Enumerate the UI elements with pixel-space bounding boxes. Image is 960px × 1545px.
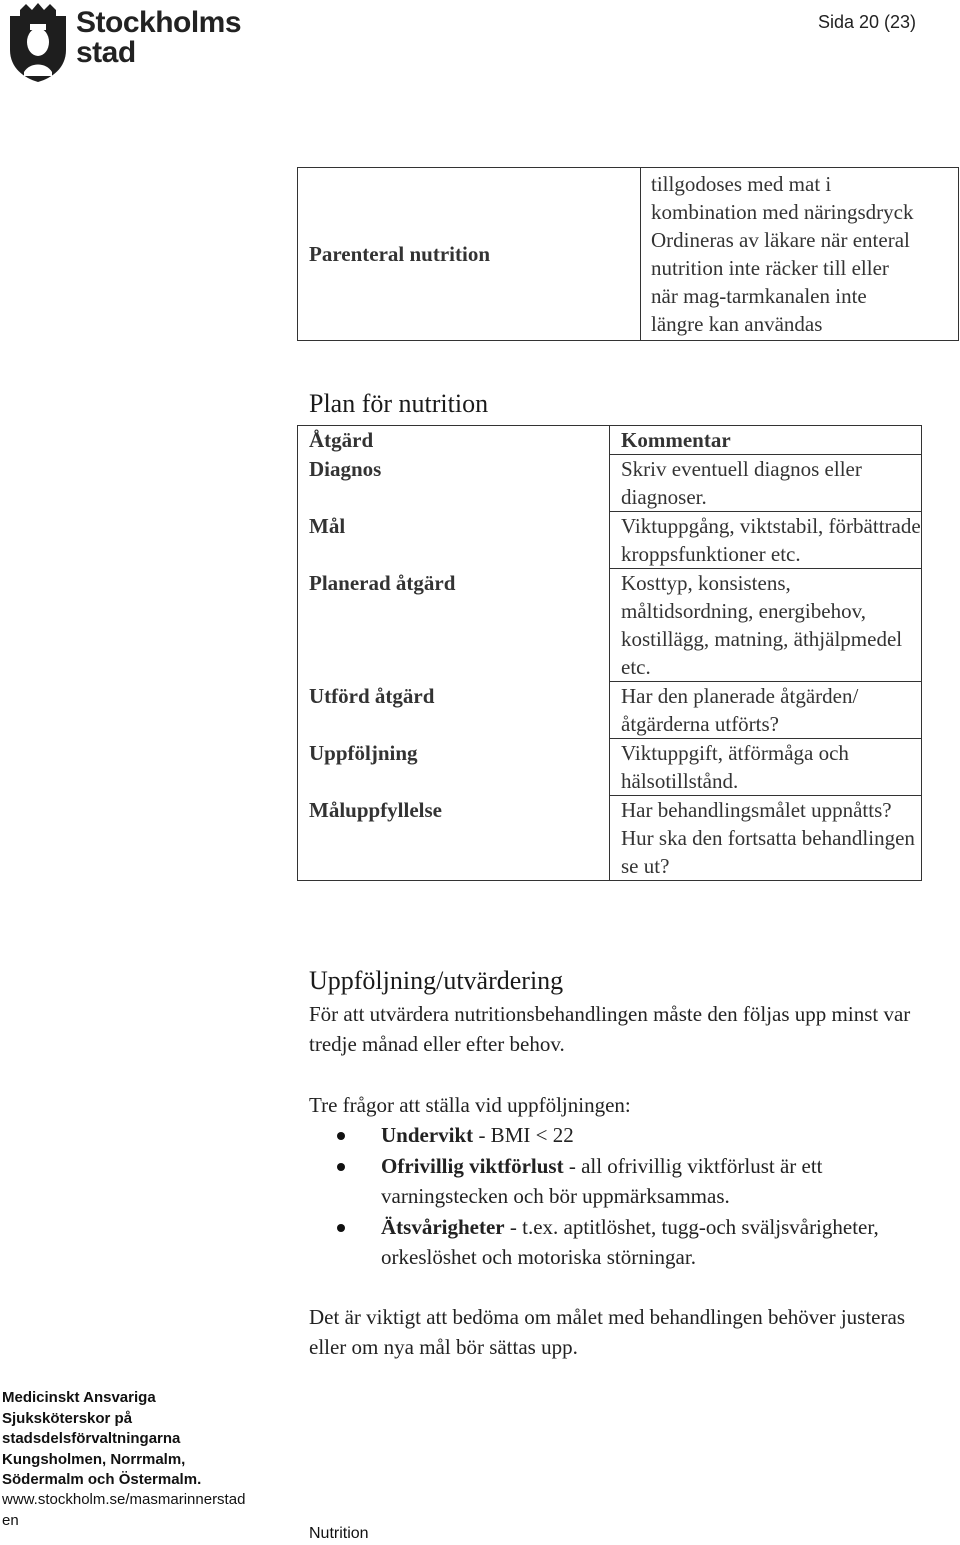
description-line: nutrition inte räcker till eller [651, 256, 889, 280]
list-item [309, 1151, 949, 1211]
question-text: - t.ex. aptitlöshet, tugg-och sväljsvårigheter, orkeslöshet och motoriska störningar. [381, 1215, 879, 1269]
description-line: Ordineras av läkare när enteral [651, 228, 910, 252]
footer-organization: Medicinskt Ansvariga Sjuksköterskor på stadsdelsförvaltningarna Kungsholmen, Norrmalm, Södermalm och Östermalm. [2, 1389, 202, 1488]
footer-url: www.stockholm.se/masmarinnerstaden [2, 1491, 246, 1529]
table-row [298, 824, 922, 881]
bullet-icon [337, 1224, 345, 1232]
column-header-action: Åtgärd [298, 426, 610, 455]
row-comment: Har behandlingsmålet uppnåtts? [610, 796, 922, 825]
table-cell-description [641, 168, 959, 341]
questions-list [309, 1120, 949, 1273]
description-line: kombination med näringsdryck [651, 200, 914, 224]
row-comment: Har den planerade åtgärden/åtgärderna utförts? [610, 682, 922, 739]
row-comment: Kosttyp, konsistens, måltidsordning, energibehov, kostillägg, matning, äthjälpmedel etc. [610, 569, 922, 682]
closing-paragraph: Det är viktigt att bedöma om målet med behandlingen behöver justeras eller om nya mål bör sättas upp. [309, 1305, 905, 1359]
description-line: när mag-tarmkanalen inte [651, 284, 867, 308]
description-line: längre kan användas [651, 312, 823, 336]
logo-text-line2: stad [76, 36, 136, 69]
list-item [309, 1120, 949, 1150]
row-action: Planerad åtgärd [298, 569, 610, 682]
table-row [298, 682, 922, 739]
section-title-plan: Plan för nutrition [309, 389, 489, 418]
table-row [298, 168, 959, 341]
row-comment: Hur ska den fortsatta behandlingen se ut? [610, 824, 922, 881]
table-row [298, 569, 922, 682]
bullet-icon [337, 1163, 345, 1171]
table-row [298, 455, 922, 512]
question-term: Undervikt [381, 1123, 474, 1147]
parenteral-table [297, 167, 959, 341]
column-header-comment: Kommentar [610, 426, 922, 455]
list-item [309, 1212, 949, 1272]
logo-text-line1: Stockholms [76, 6, 242, 39]
table-header-row [298, 426, 922, 455]
row-action: Diagnos [298, 455, 610, 512]
questions-intro: Tre frågor att ställa vid uppföljningen: [309, 1093, 631, 1117]
question-text: - BMI < 22 [473, 1123, 574, 1147]
question-term: Ätsvårigheter [381, 1215, 505, 1239]
row-comment: Viktuppgift, ätförmåga och hälsotillstånd. [610, 739, 922, 796]
crown-emblem-icon [6, 2, 70, 82]
question-term: Ofrivillig viktförlust [381, 1154, 564, 1178]
table-row [298, 512, 922, 569]
row-action: Utförd åtgärd [298, 682, 610, 739]
followup-intro: För att utvärdera nutritionsbehandlingen måste den följas upp minst var tredje månad eller efter behov. [309, 1002, 911, 1056]
question-text: - all ofrivillig viktförlust är ett varningstecken och bör uppmärksammas. [381, 1154, 823, 1208]
row-action: Mål [298, 512, 610, 569]
description-line: tillgodoses med mat i [651, 172, 832, 196]
footer-topic: Nutrition [309, 1525, 369, 1542]
parenteral-label: Parenteral nutrition [309, 242, 491, 266]
bullet-icon [337, 1132, 345, 1140]
plan-table [297, 425, 922, 881]
table-cell-label [298, 168, 641, 341]
row-comment: Viktuppgång, viktstabil, förbättrade kroppsfunktioner etc. [610, 512, 922, 569]
row-action: Måluppfyllelse [298, 796, 610, 825]
section-title-followup: Uppföljning/utvärdering [309, 966, 564, 995]
row-action: Uppföljning [298, 739, 610, 796]
row-comment: Skriv eventuell diagnos eller diagnoser. [610, 455, 922, 512]
table-row [298, 796, 922, 825]
row-action [298, 824, 610, 881]
stockholms-stad-logo [6, 2, 266, 84]
table-row [298, 739, 922, 796]
page-number: Sida 20 (23) [817, 12, 916, 32]
